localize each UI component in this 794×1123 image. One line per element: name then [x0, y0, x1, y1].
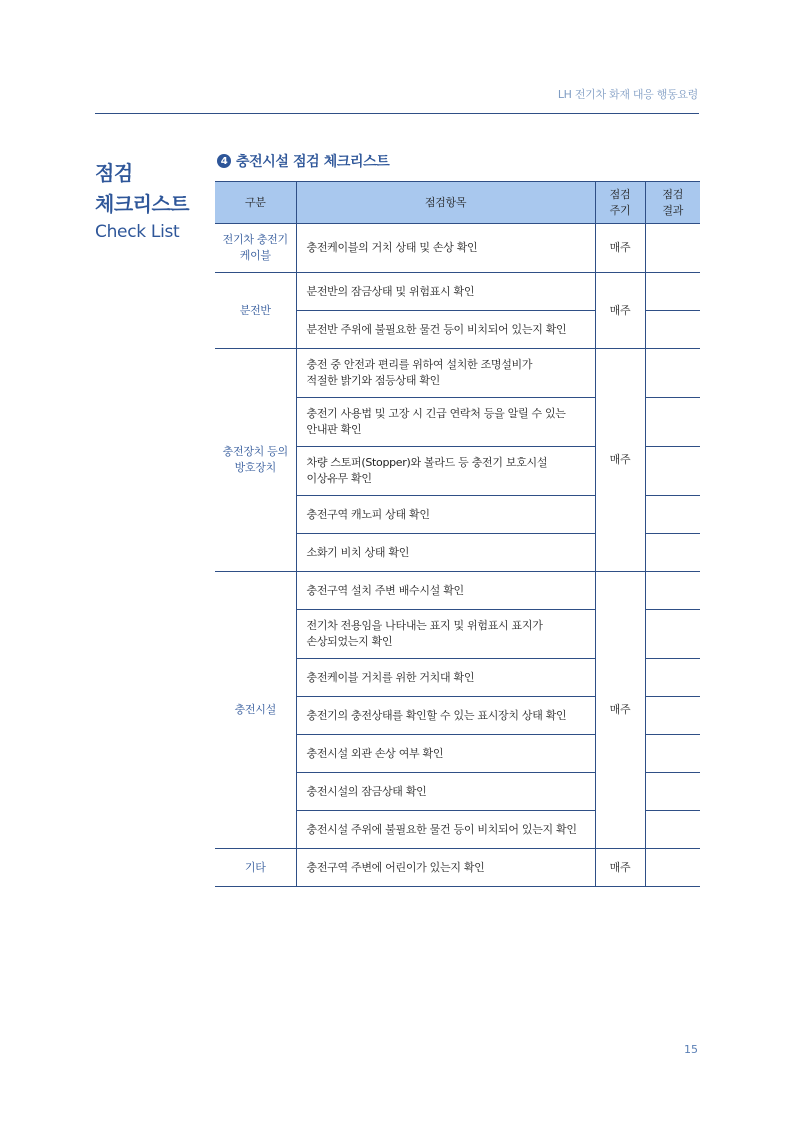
- result-cell[interactable]: [645, 224, 700, 273]
- cycle-cell: 매주: [595, 572, 645, 849]
- result-cell[interactable]: [645, 496, 700, 534]
- header-cycle: 점검 주기: [595, 182, 645, 224]
- cycle-cell: 매주: [595, 349, 645, 572]
- check-item: 충전케이블의 거치 상태 및 손상 확인: [296, 224, 595, 273]
- header-category: 구분: [215, 182, 296, 224]
- check-item: 충전케이블 거치를 위한 거치대 확인: [296, 659, 595, 697]
- check-item: 전기차 전용임을 나타내는 표지 및 위험표시 표지가 손상되었는지 확인: [296, 610, 595, 659]
- result-cell[interactable]: [645, 811, 700, 849]
- side-title-line2: 체크리스트: [95, 192, 190, 216]
- header-item: 점검항목: [296, 182, 595, 224]
- side-title: [95, 158, 189, 243]
- check-item: 충전구역 캐노피 상태 확인: [296, 496, 595, 534]
- table-row: [215, 849, 700, 887]
- table-header-row: [215, 182, 700, 224]
- running-header: LH 전기차 화재 대응 행동요령: [557, 88, 698, 101]
- header-result: 점검 결과: [645, 182, 700, 224]
- cycle-cell: 매주: [595, 849, 645, 887]
- check-item: 충전구역 주변에 어린이가 있는지 확인: [296, 849, 595, 887]
- section-title: [217, 151, 389, 171]
- check-item: 충전기 사용법 및 고장 시 긴급 연락처 등을 알릴 수 있는 안내판 확인: [296, 398, 595, 447]
- result-cell[interactable]: [645, 398, 700, 447]
- category-cell: 충전장치 등의 방호장치: [222, 445, 288, 474]
- side-title-english: Check List: [95, 222, 180, 242]
- section-number-badge: 4: [217, 154, 231, 168]
- check-item: 차량 스토퍼(Stopper)와 볼라드 등 충전기 보호시설 이상유무 확인: [296, 447, 595, 496]
- cycle-cell: 매주: [595, 273, 645, 349]
- check-item: 분전반의 잠금상태 및 위험표시 확인: [296, 273, 595, 311]
- category-cell: 충전시설: [234, 703, 276, 716]
- check-item: 충전구역 설치 주변 배수시설 확인: [296, 572, 595, 610]
- check-item: 충전시설의 잠금상태 확인: [296, 773, 595, 811]
- cycle-cell: 매주: [595, 224, 645, 273]
- checklist-table: [215, 181, 700, 887]
- result-cell[interactable]: [645, 849, 700, 887]
- result-cell[interactable]: [645, 572, 700, 610]
- check-item: 소화기 비치 상태 확인: [296, 534, 595, 572]
- result-cell[interactable]: [645, 735, 700, 773]
- result-cell[interactable]: [645, 311, 700, 349]
- result-cell[interactable]: [645, 697, 700, 735]
- result-cell[interactable]: [645, 773, 700, 811]
- result-cell[interactable]: [645, 349, 700, 398]
- table-row: [215, 572, 700, 610]
- result-cell[interactable]: [645, 447, 700, 496]
- side-title-line1: 점검: [95, 161, 133, 185]
- check-item: 충전시설 주위에 불필요한 물건 등이 비치되어 있는지 확인: [296, 811, 595, 849]
- category-cell: 분전반: [239, 303, 271, 317]
- check-item: 충전기의 충전상태를 확인할 수 있는 표시장치 상태 확인: [296, 697, 595, 735]
- category-cell: 기타: [244, 860, 266, 874]
- check-item: 분전반 주위에 불필요한 물건 등이 비치되어 있는지 확인: [296, 311, 595, 349]
- header-rule: [95, 113, 699, 114]
- result-cell[interactable]: [645, 610, 700, 659]
- check-item: 충전 중 안전과 편리를 위하여 설치한 조명설비가 적절한 밝기와 점등상태 확인: [296, 349, 595, 398]
- result-cell[interactable]: [645, 273, 700, 311]
- table-row: [215, 224, 700, 273]
- section-title-text: 충전시설 점검 체크리스트: [236, 154, 390, 170]
- table-row: [215, 273, 700, 311]
- result-cell[interactable]: [645, 534, 700, 572]
- result-cell[interactable]: [645, 659, 700, 697]
- table-row: [215, 349, 700, 398]
- check-item: 충전시설 외관 손상 여부 확인: [296, 735, 595, 773]
- page-number: 15: [684, 1043, 698, 1056]
- category-cell: 전기차 충전기 케이블: [222, 233, 288, 262]
